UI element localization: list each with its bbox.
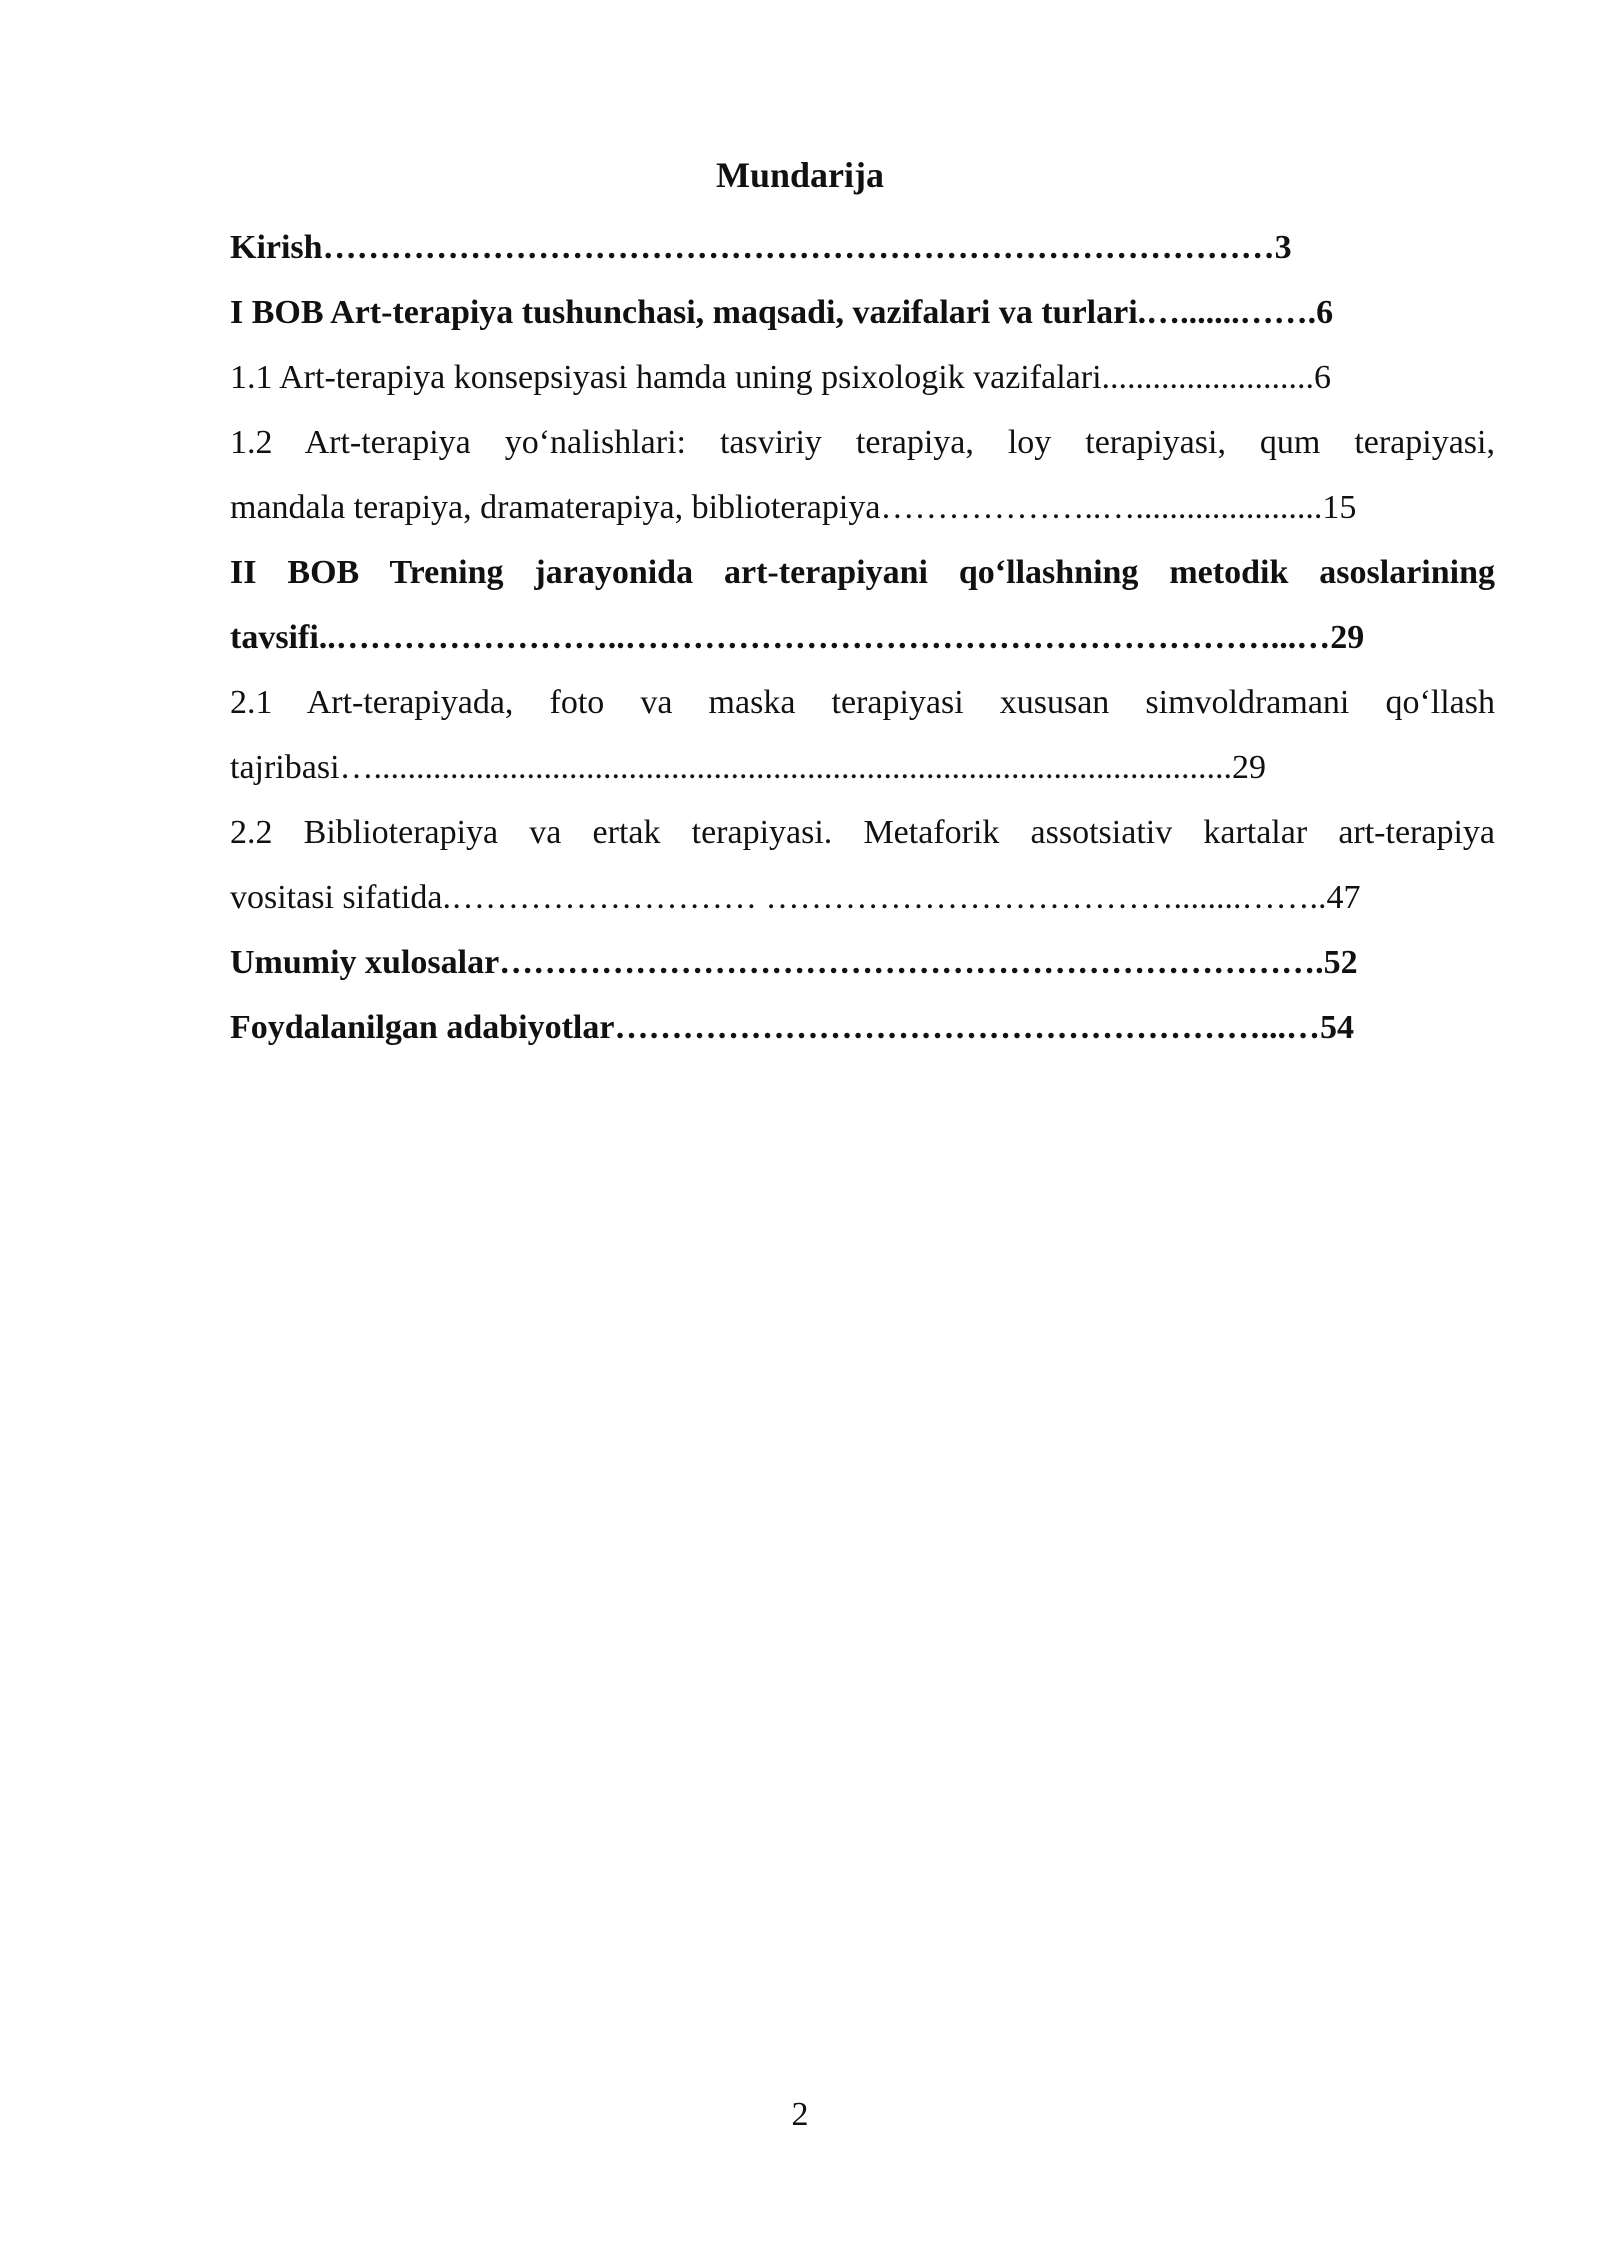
page-title: Mundarija [715,155,884,195]
toc-entry: Foydalanilgan adabiyotlar…………………………………………………...…54 [230,1009,1354,1046]
toc-entry: 2.1 Art-terapiyada, foto va maska terapiyasi xususan simvoldramani qo‘llash [230,684,1495,721]
toc-entry: tavsifi..……………………..…………………………………………………...…29 [230,619,1365,656]
toc-entry: I BOB Art-terapiya tushunchasi, maqsadi, vazifalari va turlari.….......…….6 [230,294,1334,331]
toc-entry: 2.2 Biblioterapiya va ertak terapiyasi. Metaforik assotsiativ kartalar art-terapiya [230,814,1495,851]
page-number: 2 [791,2096,809,2133]
toc-entry: Kirish…………………………………………………………………………3 [230,229,1292,266]
toc-entry: 1.2 Art-terapiya yo‘nalishlari: tasviriy terapiya, loy terapiyasi, qum terapiyasi, [230,424,1495,461]
toc-entry: tajribasi….....................................................................................................29 [230,749,1267,786]
toc-entry: II BOB Trening jarayonida art-terapiyani qo‘llashning metodik asoslarining [230,554,1495,591]
toc-entry: mandala terapiya, dramaterapiya, biblioterapiya………………..…......................15 [230,489,1357,526]
toc-entry: 1.1 Art-terapiya konsepsiyasi hamda uning psixologik vazifalari.........................6 [230,359,1332,396]
toc-entry: Umumiy xulosalar……………………………………………………………….52 [230,944,1358,981]
table-of-contents [230,215,1495,1060]
toc-entry: vositasi sifatida.……………………… ………………………………........……..47 [230,879,1361,916]
